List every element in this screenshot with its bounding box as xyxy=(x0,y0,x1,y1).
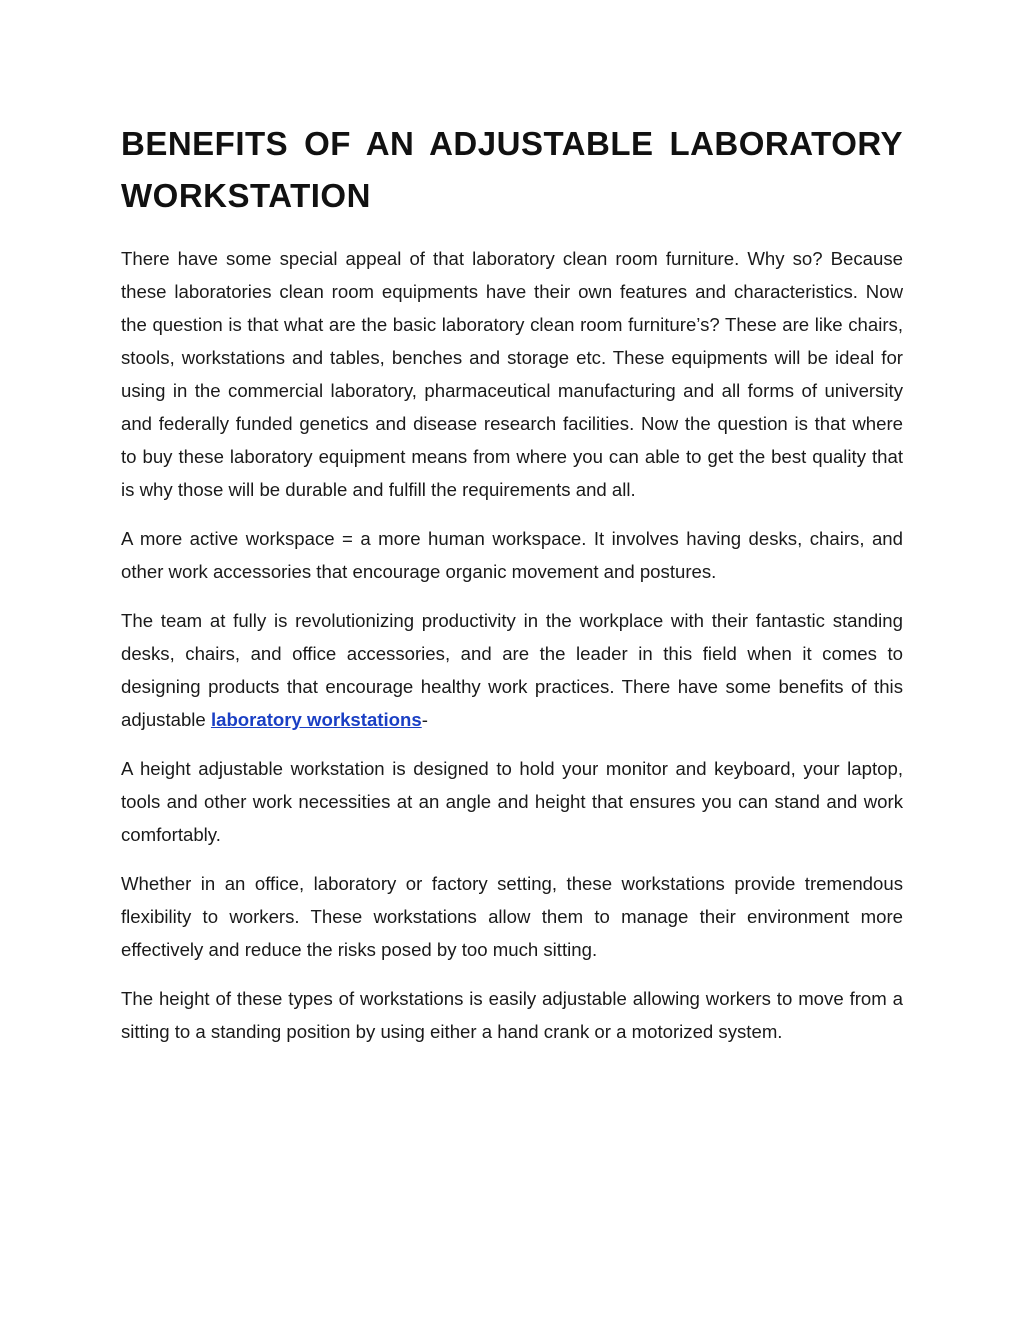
link-trailing-dash: - xyxy=(421,709,428,730)
laboratory-workstations-link[interactable]: laboratory workstations xyxy=(210,709,422,730)
paragraph-office-settings: Whether in an office, laboratory or factory setting, these workstations provide tremendous flexibility to workers. These workstations allow them to manage their environment more effectively and reduce the risks posed by too much sitting. xyxy=(121,873,903,960)
paragraph-team-fully-text: The team at fully is revolutionizing productivity in the workplace with their fantastic standing desks, chairs, and office accessories, and are the leader in this field when it comes to designing products that encourage healthy work practices. There have some benefits of this adjustable xyxy=(121,610,903,730)
paragraph-active-workspace: A more active workspace = a more human workspace. It involves having desks, chairs, and other work accessories that encourage organic movement and postures. xyxy=(121,528,903,582)
paragraph-height-adjustable: A height adjustable workstation is designed to hold your monitor and keyboard, your laptop, tools and other work necessities at an angle and height that ensures you can stand and work comfortably. xyxy=(121,758,903,845)
paragraph-height-types: The height of these types of workstations is easily adjustable allowing workers to move from a sitting to a standing position by using either a hand crank or a motorized system. xyxy=(121,988,903,1042)
paragraph-team-fully xyxy=(121,604,903,736)
document-page xyxy=(121,118,903,1048)
document-title: BENEFITS OF AN ADJUSTABLE LABORATORY WORKSTATION xyxy=(121,125,903,214)
paragraph-intro: There have some special appeal of that laboratory clean room furniture. Why so? Because these laboratories clean room equipments have their own features and characteristics. Now the question is that what are the basic laboratory clean room furniture’s? These are like chairs, stools, workstations and tables, benches and storage etc. These equipments will be ideal for using in the commercial laboratory, pharmaceutical manufacturing and all forms of university and federally funded genetics and disease research facilities. Now the question is that where to buy these laboratory equipment means from where you can able to get the best quality that is why those will be durable and fulfill the requirements and all. xyxy=(121,248,903,500)
